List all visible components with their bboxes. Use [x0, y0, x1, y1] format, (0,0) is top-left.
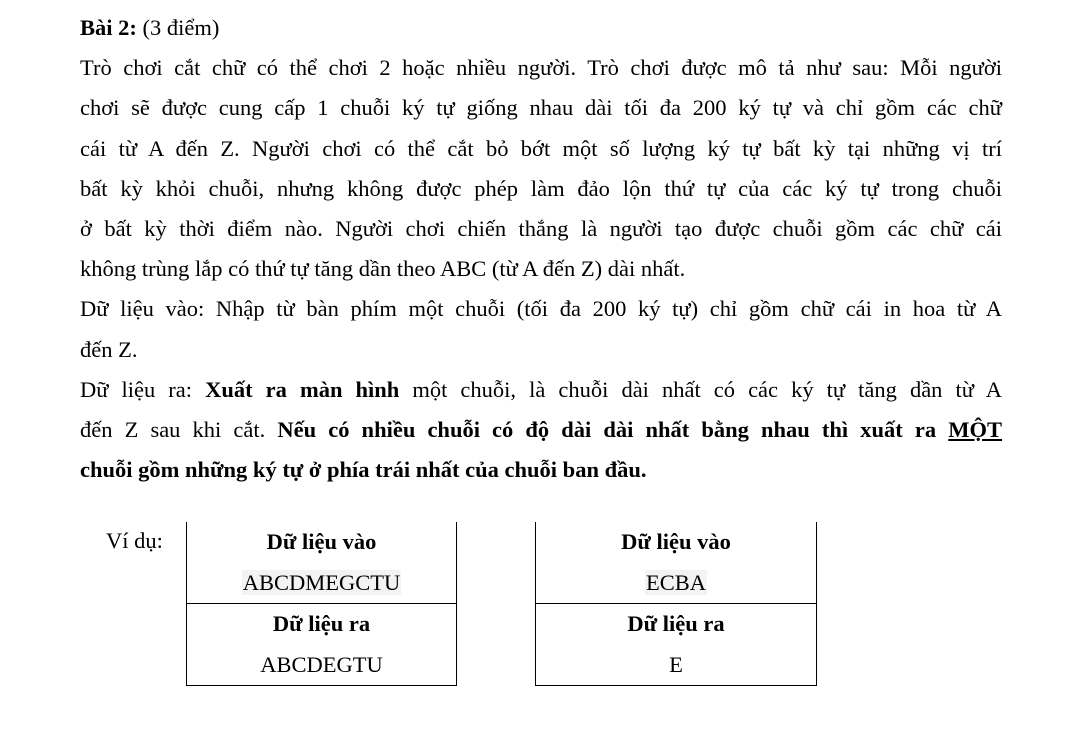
description-line: không trùng lắp có thứ tự tăng dần theo ABC (từ A đến Z) dài nhất.	[80, 256, 686, 282]
output-spec-line	[80, 450, 1002, 490]
description-line: ở bất kỳ thời điểm nào. Người chơi chiến thắng là người tạo được chuỗi gồm các chữ cái	[80, 215, 1002, 241]
output-spec-line	[80, 370, 1002, 410]
problem-statement	[80, 8, 1002, 490]
description-line: Trò chơi cắt chữ có thể chơi 2 hoặc nhiều người. Trò chơi được mô tả như sau: Mỗi người	[80, 55, 1002, 81]
input-header: Dữ liệu vào	[187, 522, 457, 563]
output-spec-line	[80, 410, 1002, 450]
output-bold-rule: Nếu có nhiều chuỗi có độ dài dài nhất bằng nhau thì xuất ra	[277, 416, 949, 442]
problem-points: (3 điểm)	[136, 15, 220, 40]
description-line: cái từ A đến Z. Người chơi có thể cắt bỏ bớt một số lượng ký tự bất kỳ tại những vị trí	[80, 135, 1002, 161]
input-spec-line: đến Z.	[80, 336, 138, 362]
problem-heading	[80, 8, 1002, 48]
output-header: Dữ liệu ra	[187, 604, 457, 645]
output-bold-rule-end: chuỗi gồm những ký tự ở phía trái nhất của chuỗi ban đầu.	[80, 457, 647, 483]
input-spec-line: Dữ liệu vào: Nhập từ bàn phím một chuỗi (tối đa 200 ký tự) chỉ gồm chữ cái in hoa từ A	[80, 296, 1002, 322]
output-plain: đến Z sau khi cắt.	[80, 416, 278, 442]
output-value: E	[536, 645, 817, 686]
example-table-1	[186, 522, 457, 686]
input-value: ABCDMEGCTU	[187, 563, 457, 604]
input-value: ECBA	[536, 563, 817, 604]
description-line: chơi sẽ được cung cấp 1 chuỗi ký tự giống nhau dài tối đa 200 ký tự và chỉ gồm các chữ	[80, 95, 1002, 121]
output-bold-phrase: Xuất ra màn hình	[205, 376, 400, 402]
output-underlined: MỘT	[948, 416, 1002, 442]
description-line: bất kỳ khỏi chuỗi, nhưng không được phép làm đảo lộn thứ tự của các ký tự trong chuỗi	[80, 175, 1002, 201]
output-rest: một chuỗi, là chuỗi dài nhất có các ký tự tăng dần từ A	[399, 376, 1002, 402]
problem-title: Bài 2:	[80, 15, 137, 40]
example-table-2	[535, 522, 817, 686]
output-header: Dữ liệu ra	[536, 604, 817, 645]
output-value: ABCDEGTU	[187, 645, 457, 686]
output-prefix: Dữ liệu ra:	[80, 376, 206, 402]
input-header: Dữ liệu vào	[536, 522, 817, 563]
example-label: Ví dụ:	[106, 528, 163, 553]
